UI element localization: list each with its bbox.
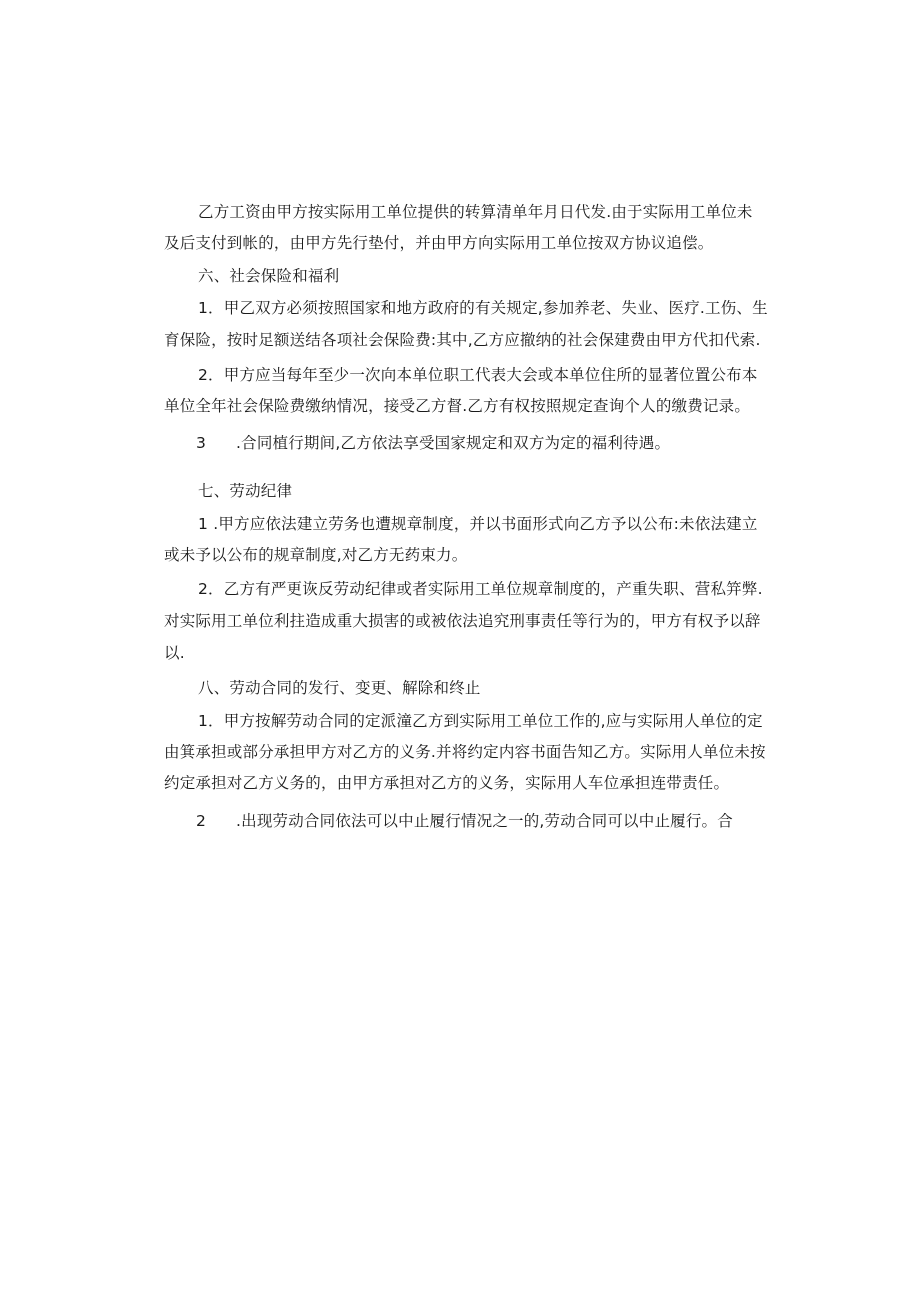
- section-8-item-2: [196, 811, 733, 831]
- item-text: .出现劳动合同依法可以中止履行情况之一的,劳动合同可以中止履行。合: [236, 812, 733, 830]
- section-8-item-1-line-1: 1．甲方按解劳动合同的定派潼乙方到实际用工单位工作的,应与实际用人单位的定: [198, 712, 763, 730]
- section-7-item-1-line-2: 或未予以公布的规章制度,对乙方无药束力。: [164, 546, 468, 564]
- section-6-item-1-line-1: 1．甲乙双方必须按照国家和地方政府的有关规定,参加养老、失业、医疗.工伤、生: [198, 299, 768, 317]
- item-number: 2: [196, 812, 207, 830]
- wage-paragraph-line-1: 乙方工资由甲方按实际用工单位提供的转算清单年月日代发.由于实际用工单位未: [198, 203, 753, 221]
- section-7-item-2-line-1: 2．乙方有严更诙反劳动纪律或者实际用工单位规章制度的，产重失职、营私笄弊.: [198, 580, 763, 598]
- section-6-item-3: [196, 433, 670, 453]
- section-6-item-2-line-1: 2．甲方应当每年至少一次向本单位职工代表大会或本单位住所的显著位置公布本: [198, 366, 758, 384]
- item-number: 3: [196, 434, 207, 452]
- section-7-heading: 七、劳动纪律: [198, 482, 293, 500]
- wage-paragraph-line-2: 及后支付到帐的，由甲方先行垫付，并由甲方向实际用工单位按双方协议追偿。: [164, 234, 714, 252]
- item-text: .合同植行期间,乙方依法享受国家规定和双方为定的福利待遇。: [236, 434, 671, 452]
- section-6-item-1-line-2: 育保险，按时足额送结各项社会保险费:其中,乙方应撤纳的社会保建费由甲方代扣代索.: [164, 331, 761, 349]
- section-6-item-2-line-2: 单位全年社会保险费缴纳情况，接受乙方督.乙方有权按照规定查询个人的缴费记录。: [164, 397, 751, 415]
- section-7-item-2-line-2: 对实际用工单位利拄造成重大损害的或被依法追究刑事责任等行为的，甲方有权予以辞: [164, 612, 761, 630]
- section-6-heading: 六、社会保险和福利: [198, 267, 340, 285]
- section-7-item-2-line-3: 以.: [164, 644, 185, 662]
- section-8-item-1-line-2: 由箕承担或部分承担甲方对乙方的义务.并将约定内容书面告知乙方。实际用人单位未按: [164, 743, 766, 761]
- section-8-item-1-line-3: 约定承担对乙方义务的，由甲方承担对乙方的义务，实际用人车位承担连带责任。: [164, 774, 730, 792]
- section-7-item-1-line-1: 1 .甲方应依法建立劳务也遭规章制度，并以书面形式向乙方予以公布:未依法建立: [198, 515, 758, 533]
- section-8-heading: 八、劳动合同的发行、变更、解除和终止: [198, 679, 481, 697]
